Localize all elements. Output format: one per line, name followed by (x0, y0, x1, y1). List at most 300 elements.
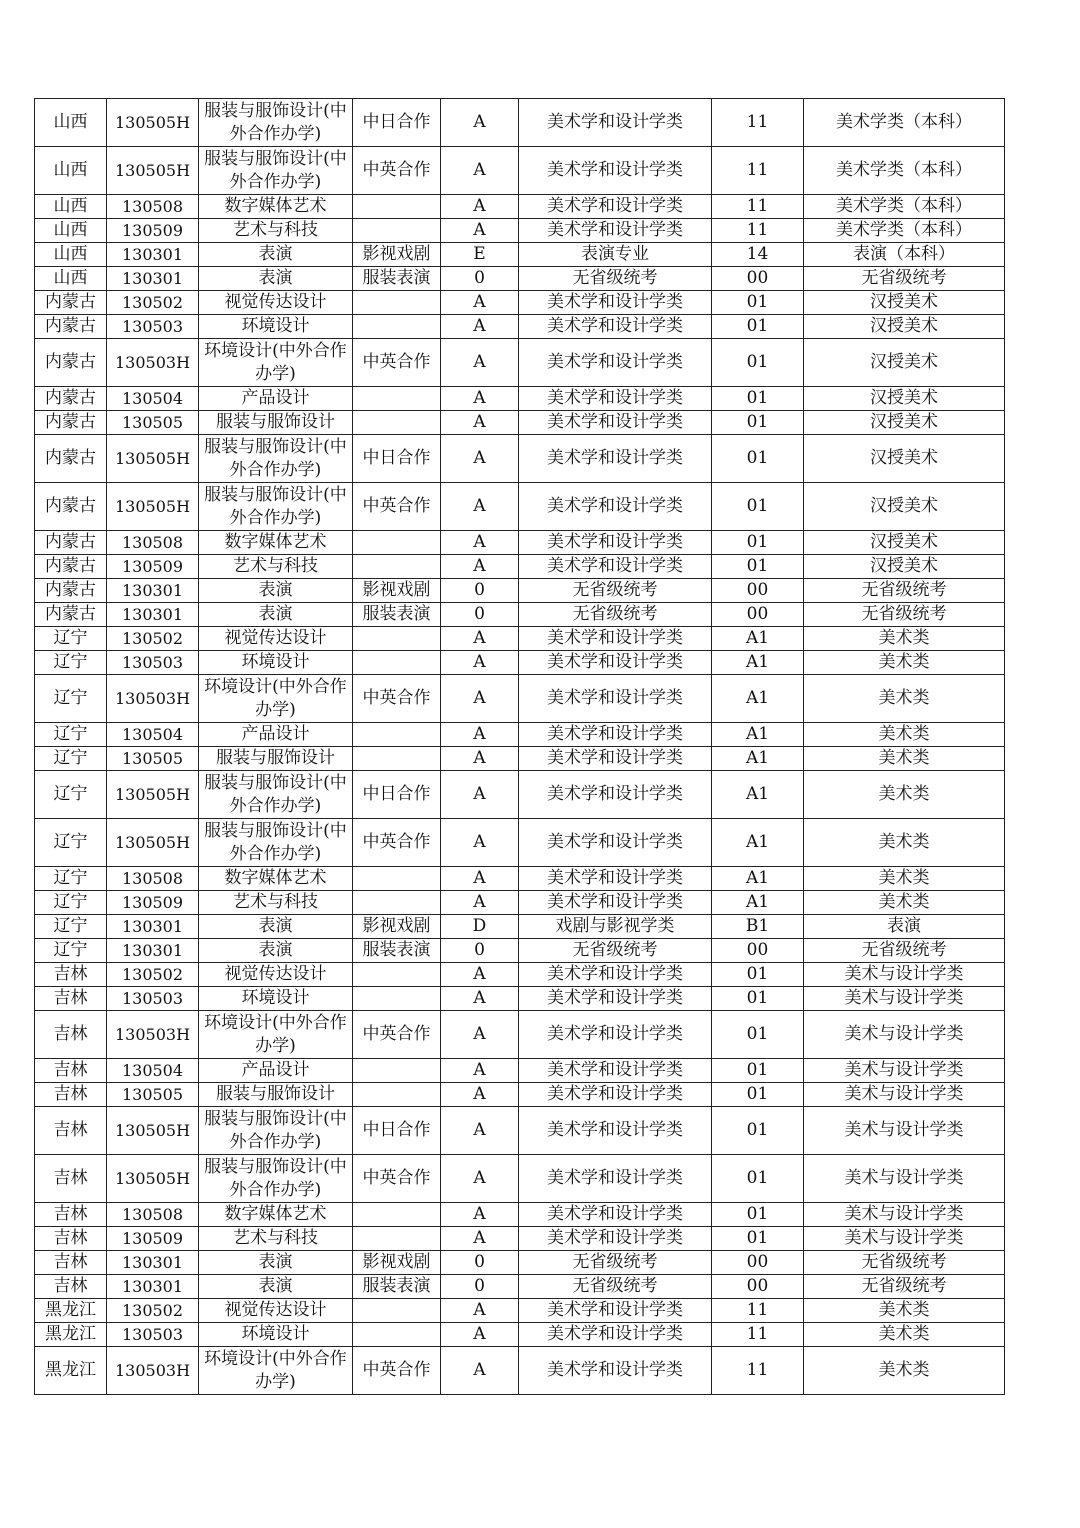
cell-subcode: 01 (712, 411, 804, 435)
cell-level: A (441, 1203, 519, 1227)
cell-coop: 服装表演 (353, 939, 441, 963)
cell-code: 130502 (107, 1299, 199, 1323)
cell-exam: 美术学和设计学类 (519, 1155, 712, 1203)
cell-level: A (441, 339, 519, 387)
cell-level: A (441, 1155, 519, 1203)
cell-exam: 美术学和设计学类 (519, 891, 712, 915)
cell-level: A (441, 531, 519, 555)
cell-subcode: 01 (712, 435, 804, 483)
cell-coop (353, 291, 441, 315)
cell-exam: 美术学和设计学类 (519, 627, 712, 651)
table-row (35, 819, 1005, 867)
cell-province: 内蒙古 (35, 603, 107, 627)
cell-subcode: 14 (712, 243, 804, 267)
cell-exam: 美术学和设计学类 (519, 1059, 712, 1083)
cell-province: 辽宁 (35, 819, 107, 867)
cell-province: 辽宁 (35, 723, 107, 747)
cell-exam: 无省级统考 (519, 939, 712, 963)
cell-province: 山西 (35, 219, 107, 243)
cell-major: 服装与服饰设计(中外合作办学) (199, 819, 353, 867)
cell-code: 130301 (107, 267, 199, 291)
cell-code: 130505H (107, 99, 199, 147)
cell-code: 130502 (107, 963, 199, 987)
cell-level: A (441, 315, 519, 339)
cell-level: A (441, 1011, 519, 1059)
cell-code: 130508 (107, 195, 199, 219)
cell-level: A (441, 963, 519, 987)
cell-coop: 中日合作 (353, 771, 441, 819)
cell-subcode: 01 (712, 1203, 804, 1227)
cell-subcode: 01 (712, 1083, 804, 1107)
cell-major: 艺术与科技 (199, 891, 353, 915)
cell-level: A (441, 1227, 519, 1251)
cell-subcode: 00 (712, 579, 804, 603)
table-row (35, 411, 1005, 435)
cell-coop: 中英合作 (353, 1011, 441, 1059)
table-row (35, 1227, 1005, 1251)
cell-major: 数字媒体艺术 (199, 531, 353, 555)
cell-coop (353, 1323, 441, 1347)
cell-province: 黑龙江 (35, 1323, 107, 1347)
cell-level: A (441, 819, 519, 867)
cell-exam: 美术学和设计学类 (519, 291, 712, 315)
cell-category: 无省级统考 (804, 1275, 1005, 1299)
cell-subcode: 11 (712, 1347, 804, 1395)
cell-exam: 美术学和设计学类 (519, 723, 712, 747)
cell-category: 美术类 (804, 747, 1005, 771)
cell-coop: 中英合作 (353, 675, 441, 723)
cell-subcode: 01 (712, 1107, 804, 1155)
cell-category: 汉授美术 (804, 483, 1005, 531)
cell-subcode: 11 (712, 147, 804, 195)
table-row (35, 1275, 1005, 1299)
table-row (35, 339, 1005, 387)
cell-code: 130301 (107, 1275, 199, 1299)
cell-subcode: A1 (712, 723, 804, 747)
table-row (35, 291, 1005, 315)
table-row (35, 987, 1005, 1011)
cell-exam: 美术学和设计学类 (519, 1107, 712, 1155)
table-row (35, 891, 1005, 915)
cell-level: 0 (441, 1251, 519, 1275)
cell-coop (353, 1227, 441, 1251)
cell-exam: 无省级统考 (519, 267, 712, 291)
cell-subcode: 00 (712, 1275, 804, 1299)
cell-province: 山西 (35, 147, 107, 195)
cell-category: 美术与设计学类 (804, 1059, 1005, 1083)
cell-code: 130505H (107, 1107, 199, 1155)
cell-exam: 美术学和设计学类 (519, 147, 712, 195)
cell-subcode: B1 (712, 915, 804, 939)
cell-coop: 服装表演 (353, 603, 441, 627)
cell-exam: 美术学和设计学类 (519, 1299, 712, 1323)
cell-code: 130503H (107, 339, 199, 387)
cell-exam: 美术学和设计学类 (519, 315, 712, 339)
cell-category: 汉授美术 (804, 339, 1005, 387)
cell-province: 内蒙古 (35, 315, 107, 339)
cell-province: 吉林 (35, 1227, 107, 1251)
cell-category: 无省级统考 (804, 579, 1005, 603)
cell-category: 美术类 (804, 771, 1005, 819)
table-row (35, 867, 1005, 891)
cell-exam: 美术学和设计学类 (519, 963, 712, 987)
cell-code: 130301 (107, 915, 199, 939)
cell-major: 视觉传达设计 (199, 627, 353, 651)
cell-level: A (441, 147, 519, 195)
cell-subcode: A1 (712, 627, 804, 651)
cell-major: 服装与服饰设计 (199, 411, 353, 435)
cell-major: 服装与服饰设计(中外合作办学) (199, 1155, 353, 1203)
cell-level: 0 (441, 579, 519, 603)
table-row (35, 579, 1005, 603)
cell-province: 吉林 (35, 1083, 107, 1107)
cell-subcode: 00 (712, 267, 804, 291)
cell-subcode: A1 (712, 747, 804, 771)
cell-major: 服装与服饰设计(中外合作办学) (199, 147, 353, 195)
cell-exam: 无省级统考 (519, 579, 712, 603)
cell-category: 汉授美术 (804, 291, 1005, 315)
cell-exam: 美术学和设计学类 (519, 1083, 712, 1107)
cell-exam: 美术学和设计学类 (519, 435, 712, 483)
cell-major: 环境设计 (199, 1323, 353, 1347)
cell-code: 130301 (107, 939, 199, 963)
cell-major: 表演 (199, 1275, 353, 1299)
cell-exam: 美术学和设计学类 (519, 771, 712, 819)
cell-subcode: 11 (712, 195, 804, 219)
cell-coop (353, 747, 441, 771)
cell-category: 美术学类（本科） (804, 195, 1005, 219)
cell-level: A (441, 483, 519, 531)
cell-province: 辽宁 (35, 747, 107, 771)
cell-province: 黑龙江 (35, 1299, 107, 1323)
cell-province: 辽宁 (35, 651, 107, 675)
cell-major: 环境设计(中外合作办学) (199, 1011, 353, 1059)
cell-category: 无省级统考 (804, 1251, 1005, 1275)
cell-subcode: 01 (712, 531, 804, 555)
cell-category: 无省级统考 (804, 939, 1005, 963)
cell-major: 表演 (199, 603, 353, 627)
cell-code: 130504 (107, 1059, 199, 1083)
cell-category: 美术类 (804, 891, 1005, 915)
cell-code: 130509 (107, 891, 199, 915)
table-row (35, 147, 1005, 195)
cell-major: 视觉传达设计 (199, 291, 353, 315)
cell-category: 美术与设计学类 (804, 1155, 1005, 1203)
cell-level: A (441, 195, 519, 219)
table-row (35, 267, 1005, 291)
cell-coop (353, 387, 441, 411)
cell-code: 130508 (107, 867, 199, 891)
cell-exam: 美术学和设计学类 (519, 483, 712, 531)
table-row (35, 243, 1005, 267)
cell-major: 服装与服饰设计(中外合作办学) (199, 99, 353, 147)
cell-level: A (441, 675, 519, 723)
cell-major: 服装与服饰设计(中外合作办学) (199, 771, 353, 819)
cell-coop (353, 1203, 441, 1227)
cell-exam: 美术学和设计学类 (519, 555, 712, 579)
cell-level: A (441, 411, 519, 435)
cell-coop: 影视戏剧 (353, 1251, 441, 1275)
cell-province: 内蒙古 (35, 411, 107, 435)
cell-code: 130509 (107, 219, 199, 243)
table-body (35, 99, 1005, 1395)
cell-major: 艺术与科技 (199, 1227, 353, 1251)
cell-level: A (441, 1083, 519, 1107)
cell-major: 环境设计(中外合作办学) (199, 675, 353, 723)
cell-coop (353, 315, 441, 339)
cell-subcode: 11 (712, 99, 804, 147)
table-row (35, 771, 1005, 819)
cell-coop (353, 555, 441, 579)
cell-province: 内蒙古 (35, 387, 107, 411)
cell-subcode: 11 (712, 1299, 804, 1323)
cell-code: 130502 (107, 291, 199, 315)
cell-category: 美术学类（本科） (804, 99, 1005, 147)
cell-level: A (441, 435, 519, 483)
cell-category: 美术与设计学类 (804, 1083, 1005, 1107)
cell-major: 艺术与科技 (199, 219, 353, 243)
cell-category: 汉授美术 (804, 435, 1005, 483)
cell-exam: 无省级统考 (519, 1275, 712, 1299)
cell-coop (353, 1059, 441, 1083)
cell-coop: 中日合作 (353, 99, 441, 147)
cell-province: 内蒙古 (35, 291, 107, 315)
cell-level: 0 (441, 939, 519, 963)
cell-exam: 美术学和设计学类 (519, 1203, 712, 1227)
cell-coop: 中英合作 (353, 819, 441, 867)
cell-category: 美术与设计学类 (804, 963, 1005, 987)
table-row (35, 1011, 1005, 1059)
cell-province: 内蒙古 (35, 435, 107, 483)
cell-code: 130505H (107, 483, 199, 531)
cell-code: 130301 (107, 243, 199, 267)
cell-major: 表演 (199, 579, 353, 603)
cell-code: 130503H (107, 1011, 199, 1059)
cell-code: 130508 (107, 531, 199, 555)
cell-subcode: 01 (712, 963, 804, 987)
cell-category: 汉授美术 (804, 555, 1005, 579)
cell-province: 吉林 (35, 1251, 107, 1275)
cell-category: 表演（本科） (804, 243, 1005, 267)
table-row (35, 915, 1005, 939)
cell-province: 吉林 (35, 963, 107, 987)
cell-exam: 美术学和设计学类 (519, 651, 712, 675)
cell-subcode: 11 (712, 219, 804, 243)
cell-code: 130509 (107, 1227, 199, 1251)
cell-coop: 影视戏剧 (353, 243, 441, 267)
cell-category: 美术与设计学类 (804, 1227, 1005, 1251)
table-row (35, 1059, 1005, 1083)
cell-category: 美术与设计学类 (804, 987, 1005, 1011)
cell-province: 山西 (35, 99, 107, 147)
cell-exam: 美术学和设计学类 (519, 987, 712, 1011)
cell-code: 130505H (107, 771, 199, 819)
cell-level: A (441, 1059, 519, 1083)
cell-province: 辽宁 (35, 771, 107, 819)
cell-exam: 无省级统考 (519, 1251, 712, 1275)
cell-category: 美术类 (804, 651, 1005, 675)
cell-level: A (441, 651, 519, 675)
cell-code: 130505H (107, 1155, 199, 1203)
cell-province: 吉林 (35, 1011, 107, 1059)
table-row (35, 1203, 1005, 1227)
cell-coop: 中英合作 (353, 1347, 441, 1395)
cell-level: A (441, 1347, 519, 1395)
cell-level: 0 (441, 267, 519, 291)
cell-coop (353, 963, 441, 987)
cell-exam: 美术学和设计学类 (519, 1347, 712, 1395)
cell-coop: 影视戏剧 (353, 915, 441, 939)
table-row (35, 555, 1005, 579)
cell-exam: 美术学和设计学类 (519, 867, 712, 891)
cell-major: 产品设计 (199, 387, 353, 411)
table-row (35, 651, 1005, 675)
cell-major: 视觉传达设计 (199, 1299, 353, 1323)
table-row (35, 531, 1005, 555)
table-row (35, 627, 1005, 651)
cell-exam: 美术学和设计学类 (519, 195, 712, 219)
cell-subcode: A1 (712, 771, 804, 819)
cell-code: 130301 (107, 603, 199, 627)
cell-subcode: 01 (712, 1155, 804, 1203)
cell-subcode: 11 (712, 1323, 804, 1347)
cell-major: 视觉传达设计 (199, 963, 353, 987)
cell-exam: 美术学和设计学类 (519, 747, 712, 771)
cell-province: 内蒙古 (35, 339, 107, 387)
cell-code: 130503 (107, 651, 199, 675)
cell-level: A (441, 1323, 519, 1347)
cell-major: 艺术与科技 (199, 555, 353, 579)
cell-subcode: 01 (712, 387, 804, 411)
table-row (35, 1083, 1005, 1107)
cell-subcode: A1 (712, 651, 804, 675)
table-row (35, 99, 1005, 147)
table-row (35, 435, 1005, 483)
table-row (35, 963, 1005, 987)
table-row (35, 1347, 1005, 1395)
cell-code: 130505H (107, 435, 199, 483)
cell-exam: 无省级统考 (519, 603, 712, 627)
cell-major: 服装与服饰设计(中外合作办学) (199, 435, 353, 483)
cell-province: 内蒙古 (35, 531, 107, 555)
table-row (35, 219, 1005, 243)
cell-level: A (441, 747, 519, 771)
table-row (35, 387, 1005, 411)
cell-category: 美术学类（本科） (804, 147, 1005, 195)
cell-coop (353, 195, 441, 219)
cell-major: 环境设计(中外合作办学) (199, 339, 353, 387)
cell-level: A (441, 723, 519, 747)
enrollment-table (34, 98, 1005, 1395)
cell-category: 汉授美术 (804, 387, 1005, 411)
cell-coop (353, 627, 441, 651)
cell-major: 服装与服饰设计(中外合作办学) (199, 1107, 353, 1155)
cell-level: D (441, 915, 519, 939)
cell-province: 内蒙古 (35, 555, 107, 579)
cell-category: 美术类 (804, 867, 1005, 891)
cell-category: 美术类 (804, 1299, 1005, 1323)
cell-category: 美术与设计学类 (804, 1107, 1005, 1155)
cell-exam: 美术学和设计学类 (519, 219, 712, 243)
cell-subcode: 00 (712, 939, 804, 963)
cell-subcode: 00 (712, 603, 804, 627)
cell-province: 辽宁 (35, 675, 107, 723)
cell-coop (353, 531, 441, 555)
cell-major: 表演 (199, 915, 353, 939)
cell-code: 130505 (107, 411, 199, 435)
cell-province: 辽宁 (35, 891, 107, 915)
cell-level: A (441, 219, 519, 243)
cell-coop (353, 1083, 441, 1107)
cell-subcode: 01 (712, 555, 804, 579)
cell-province: 辽宁 (35, 939, 107, 963)
cell-subcode: 01 (712, 315, 804, 339)
cell-major: 表演 (199, 267, 353, 291)
cell-major: 数字媒体艺术 (199, 867, 353, 891)
cell-category: 汉授美术 (804, 411, 1005, 435)
cell-code: 130301 (107, 1251, 199, 1275)
cell-code: 130505 (107, 1083, 199, 1107)
cell-level: A (441, 1299, 519, 1323)
cell-exam: 美术学和设计学类 (519, 1227, 712, 1251)
cell-coop (353, 1299, 441, 1323)
cell-coop (353, 411, 441, 435)
cell-province: 辽宁 (35, 915, 107, 939)
cell-code: 130301 (107, 579, 199, 603)
cell-subcode: 01 (712, 987, 804, 1011)
cell-coop: 中英合作 (353, 1155, 441, 1203)
cell-category: 美术与设计学类 (804, 1203, 1005, 1227)
table-row (35, 483, 1005, 531)
cell-province: 黑龙江 (35, 1347, 107, 1395)
cell-coop: 服装表演 (353, 267, 441, 291)
cell-code: 130503 (107, 315, 199, 339)
cell-subcode: A1 (712, 867, 804, 891)
cell-category: 无省级统考 (804, 603, 1005, 627)
cell-province: 吉林 (35, 1059, 107, 1083)
cell-province: 辽宁 (35, 867, 107, 891)
cell-exam: 美术学和设计学类 (519, 411, 712, 435)
cell-major: 表演 (199, 1251, 353, 1275)
cell-subcode: A1 (712, 891, 804, 915)
cell-code: 130504 (107, 387, 199, 411)
table-row (35, 1107, 1005, 1155)
table-row (35, 1299, 1005, 1323)
cell-exam: 戏剧与影视学类 (519, 915, 712, 939)
table-row (35, 1323, 1005, 1347)
cell-major: 表演 (199, 243, 353, 267)
cell-major: 服装与服饰设计 (199, 747, 353, 771)
cell-exam: 美术学和设计学类 (519, 819, 712, 867)
cell-province: 吉林 (35, 1203, 107, 1227)
cell-exam: 美术学和设计学类 (519, 1323, 712, 1347)
cell-category: 美术类 (804, 1347, 1005, 1395)
table-row (35, 1251, 1005, 1275)
cell-category: 美术学类（本科） (804, 219, 1005, 243)
cell-level: A (441, 1107, 519, 1155)
cell-category: 美术类 (804, 675, 1005, 723)
table-row (35, 603, 1005, 627)
cell-major: 产品设计 (199, 723, 353, 747)
cell-code: 130503 (107, 987, 199, 1011)
cell-subcode: A1 (712, 675, 804, 723)
cell-code: 130508 (107, 1203, 199, 1227)
cell-coop: 中英合作 (353, 339, 441, 387)
cell-subcode: 01 (712, 1011, 804, 1059)
cell-exam: 美术学和设计学类 (519, 675, 712, 723)
cell-major: 服装与服饰设计(中外合作办学) (199, 483, 353, 531)
cell-coop (353, 219, 441, 243)
